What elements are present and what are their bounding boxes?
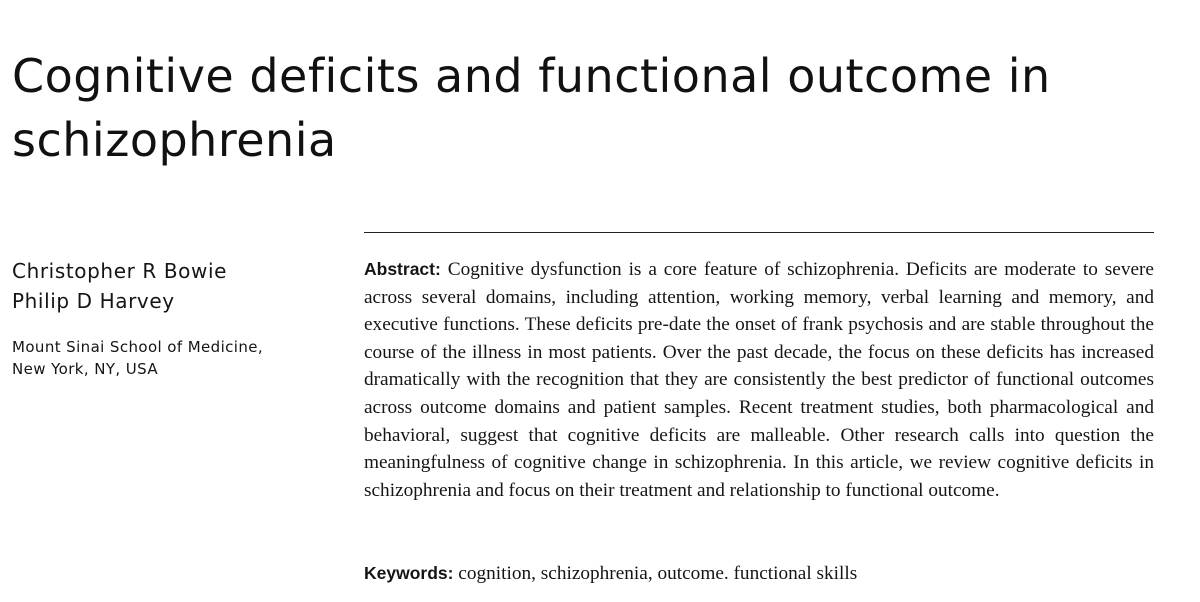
author-affiliation <box>12 336 342 380</box>
affiliation-line: New York, NY, USA <box>12 360 158 378</box>
section-divider <box>364 232 1154 233</box>
author-list <box>12 256 342 316</box>
author-name: Philip D Harvey <box>12 289 175 313</box>
abstract-paragraph <box>364 256 1154 504</box>
keywords-text: cognition, schizophrenia, outcome. functional skills <box>458 563 858 584</box>
affiliation-line: Mount Sinai School of Medicine, <box>12 338 264 356</box>
keywords-label: Keywords: <box>364 563 454 583</box>
abstract-label: Abstract: <box>364 259 441 279</box>
article-title: Cognitive deficits and functional outcome in schizophrenia <box>12 49 1051 167</box>
keywords-line <box>364 560 1154 588</box>
abstract-text: Cognitive dysfunction is a core feature of schizophrenia. Deficits are moderate to severe across several domains, including attention, working memory, verbal learning and memory, and executive functions. These deficits pre-date the onset of frank psychosis and are stable throughout the course of the illness in most patients. Over the past decade, the focus on these deficits has increased dramatically with the recognition that they are consistently the best predictor of functional outcomes across outcome domains and patient samples. Recent treatment studies, both pharmacological and behavioral, suggest that cognitive deficits are malleable. Other research calls into question the meaningfulness of cognitive change in schizophrenia. In this article, we review cognitive deficits in schizophrenia and focus on their treatment and relationship to functional outcome. <box>364 259 1154 501</box>
author-name: Christopher R Bowie <box>12 259 228 283</box>
